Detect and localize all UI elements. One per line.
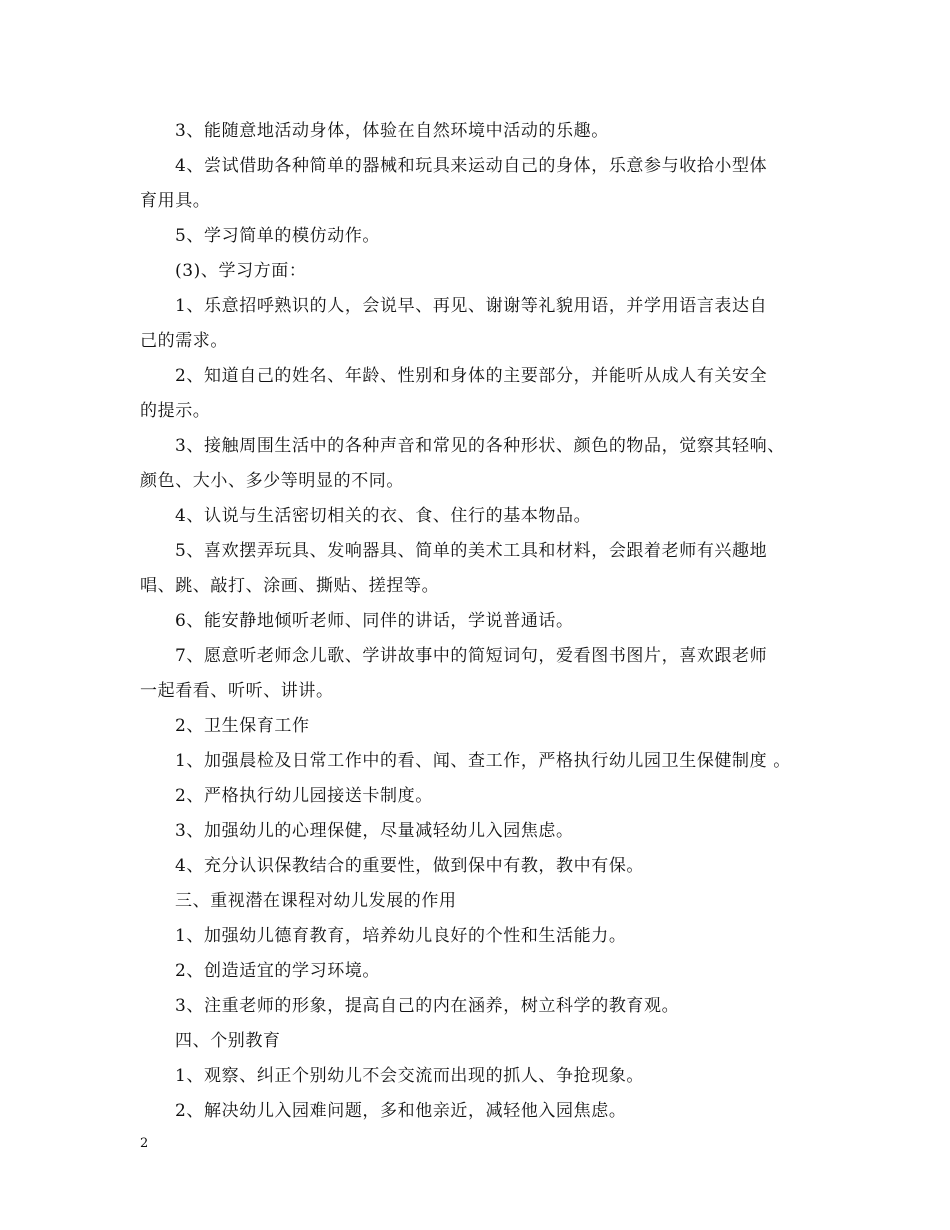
body-line: 2、知道自己的姓名、年龄、性别和身体的主要部分，并能听从成人有关安全	[175, 366, 768, 386]
body-line: 1、乐意招呼熟识的人，会说早、再见、谢谢等礼貌用语，并学用语言表达自	[175, 296, 768, 316]
body-line: 6、能安静地倾听老师、同伴的讲话，学说普通话。	[175, 611, 574, 631]
body-line: 3、加强幼儿的心理保健，尽量减轻幼儿入园焦虑。	[175, 821, 574, 841]
body-line: 7、愿意听老师念儿歌、学讲故事中的简短词句，爱看图书图片，喜欢跟老师	[175, 646, 768, 666]
body-line: 的提示。	[140, 401, 211, 421]
body-line: 4、充分认识保教结合的重要性，做到保中有教，教中有保。	[175, 856, 645, 876]
body-line: 1、加强晨检及日常工作中的看、闻、查工作，严格执行幼儿园卫生保健制度 。	[175, 751, 791, 771]
body-line: 唱、跳、敲打、涂画、撕贴、搓捏等。	[140, 576, 440, 596]
body-line: 3、能随意地活动身体，体验在自然环境中活动的乐趣。	[175, 121, 609, 141]
body-line: 4、认说与生活密切相关的衣、食、住行的基本物品。	[175, 506, 592, 526]
body-line: 4、尝试借助各种简单的器械和玩具来运动自己的身体，乐意参与收拾小型体	[175, 156, 768, 176]
body-line: 2、创造适宜的学习环境。	[175, 961, 381, 981]
body-line: 5、学习简单的模仿动作。	[175, 226, 381, 246]
body-line: 3、注重老师的形象，提高自己的内在涵养，树立科学的教育观。	[175, 996, 680, 1016]
body-line: 1、加强幼儿德育教育，培养幼儿良好的个性和生活能力。	[175, 926, 627, 946]
body-line: 一起看看、听听、讲讲。	[140, 681, 334, 701]
body-line: 颜色、大小、多少等明显的不同。	[140, 471, 404, 491]
body-line: 己的需求。	[140, 331, 228, 351]
body-line: 育用具。	[140, 191, 211, 211]
page-number: 2	[140, 1136, 149, 1151]
body-line: 3、接触周围生活中的各种声音和常见的各种形状、颜色的物品，觉察其轻响、	[175, 436, 785, 456]
body-line: 1、观察、纠正个别幼儿不会交流而出现的抓人、争抢现象。	[175, 1066, 645, 1086]
body-line: 2、解决幼儿入园难问题，多和他亲近，减轻他入园焦虑。	[175, 1101, 627, 1121]
section-heading: 2、卫生保育工作	[175, 716, 310, 736]
body-line: 2、严格执行幼儿园接送卡制度。	[175, 786, 433, 806]
section-heading: 三、重视潜在课程对幼儿发展的作用	[175, 891, 457, 911]
section-heading: 四、个别教育	[175, 1031, 281, 1051]
body-line: 5、喜欢摆弄玩具、发响器具、简单的美术工具和材料，会跟着老师有兴趣地	[175, 541, 768, 561]
section-heading: (3)、学习方面：	[175, 261, 307, 281]
